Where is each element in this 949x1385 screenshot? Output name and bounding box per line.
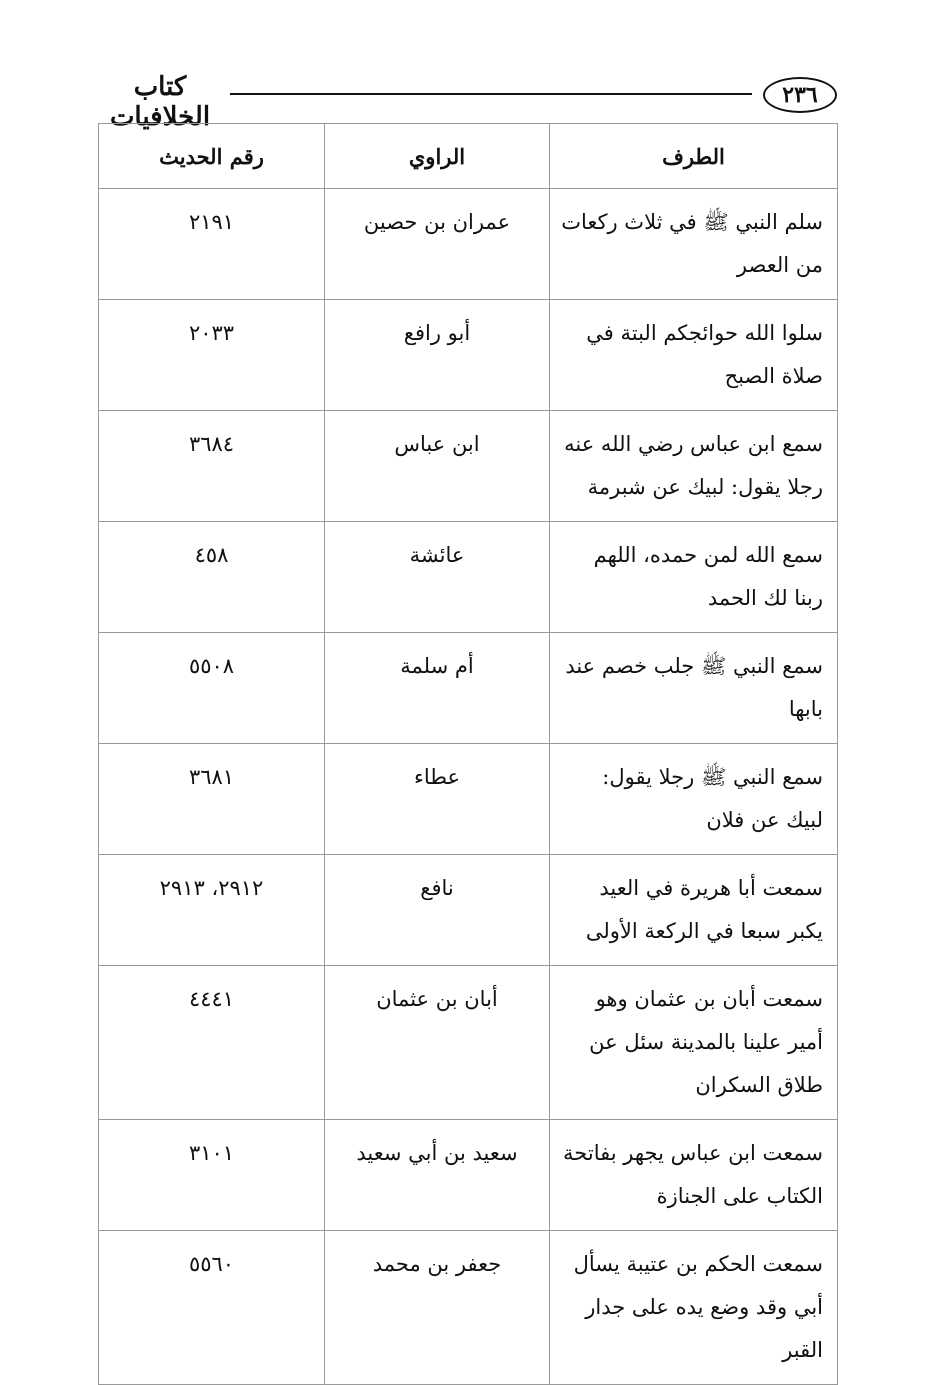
cell-taraf: سمعت أبا هريرة في العيد يكبر سبعا في الركعة الأولى	[550, 855, 838, 966]
table-row	[99, 744, 838, 855]
table-row	[99, 966, 838, 1120]
cell-rawi: أبو رافع	[325, 300, 550, 411]
cell-taraf: سمع النبي ﷺ رجلا يقول: لبيك عن فلان	[550, 744, 838, 855]
table-row	[99, 1120, 838, 1231]
column-header-number: رقم الحديث	[99, 124, 325, 189]
cell-taraf: سلم النبي ﷺ في ثلاث ركعات من العصر	[550, 189, 838, 300]
cell-taraf: سلوا الله حوائجكم البتة في صلاة الصبح	[550, 300, 838, 411]
cell-taraf: سمع ابن عباس رضي الله عنه رجلا يقول: لبيك عن شبرمة	[550, 411, 838, 522]
cell-rawi: أم سلمة	[325, 633, 550, 744]
table-row	[99, 522, 838, 633]
cell-taraf: سمع الله لمن حمده، اللهم ربنا لك الحمد	[550, 522, 838, 633]
cell-taraf: سمعت الحكم بن عتيبة يسأل أبي وقد وضع يده على جدار القبر	[550, 1231, 838, 1385]
column-header-taraf: الطرف	[550, 124, 838, 189]
cell-taraf: سمعت أبان بن عثمان وهو أمير علينا بالمدينة سئل عن طلاق السكران	[550, 966, 838, 1120]
table-row	[99, 300, 838, 411]
cell-hadith-number: ٥٥٦٠	[99, 1231, 325, 1385]
column-header-rawi: الراوي	[325, 124, 550, 189]
table-row	[99, 411, 838, 522]
cell-hadith-number: ٣١٠١	[99, 1120, 325, 1231]
cell-rawi: ابن عباس	[325, 411, 550, 522]
header-rule	[230, 93, 752, 95]
table-row	[99, 1231, 838, 1385]
cell-rawi: أبان بن عثمان	[325, 966, 550, 1120]
cell-taraf: سمع النبي ﷺ جلب خصم عند بابها	[550, 633, 838, 744]
cell-rawi: عطاء	[325, 744, 550, 855]
cell-hadith-number: ٢١٩١	[99, 189, 325, 300]
cell-hadith-number: ٤٤٤١	[99, 966, 325, 1120]
cell-hadith-number: ٣٦٨١	[99, 744, 325, 855]
cell-hadith-number: ٢٠٣٣	[99, 300, 325, 411]
table-row	[99, 633, 838, 744]
cell-hadith-number: ٢٩١٢، ٢٩١٣	[99, 855, 325, 966]
book-title: كتاب الخلافيات	[109, 72, 211, 132]
table-header-row	[99, 124, 838, 189]
hadith-index-table	[98, 123, 838, 1385]
cell-rawi: جعفر بن محمد	[325, 1231, 550, 1385]
cell-taraf: سمعت ابن عباس يجهر بفاتحة الكتاب على الجنازة	[550, 1120, 838, 1231]
page-number: ٢٣٦	[763, 77, 837, 113]
cell-hadith-number: ٥٥٠٨	[99, 633, 325, 744]
cell-rawi: نافع	[325, 855, 550, 966]
cell-rawi: عائشة	[325, 522, 550, 633]
cell-rawi: عمران بن حصين	[325, 189, 550, 300]
cell-rawi: سعيد بن أبي سعيد	[325, 1120, 550, 1231]
cell-hadith-number: ٣٦٨٤	[99, 411, 325, 522]
table-row	[99, 189, 838, 300]
table-row	[99, 855, 838, 966]
cell-hadith-number: ٤٥٨	[99, 522, 325, 633]
page-header	[95, 62, 845, 132]
